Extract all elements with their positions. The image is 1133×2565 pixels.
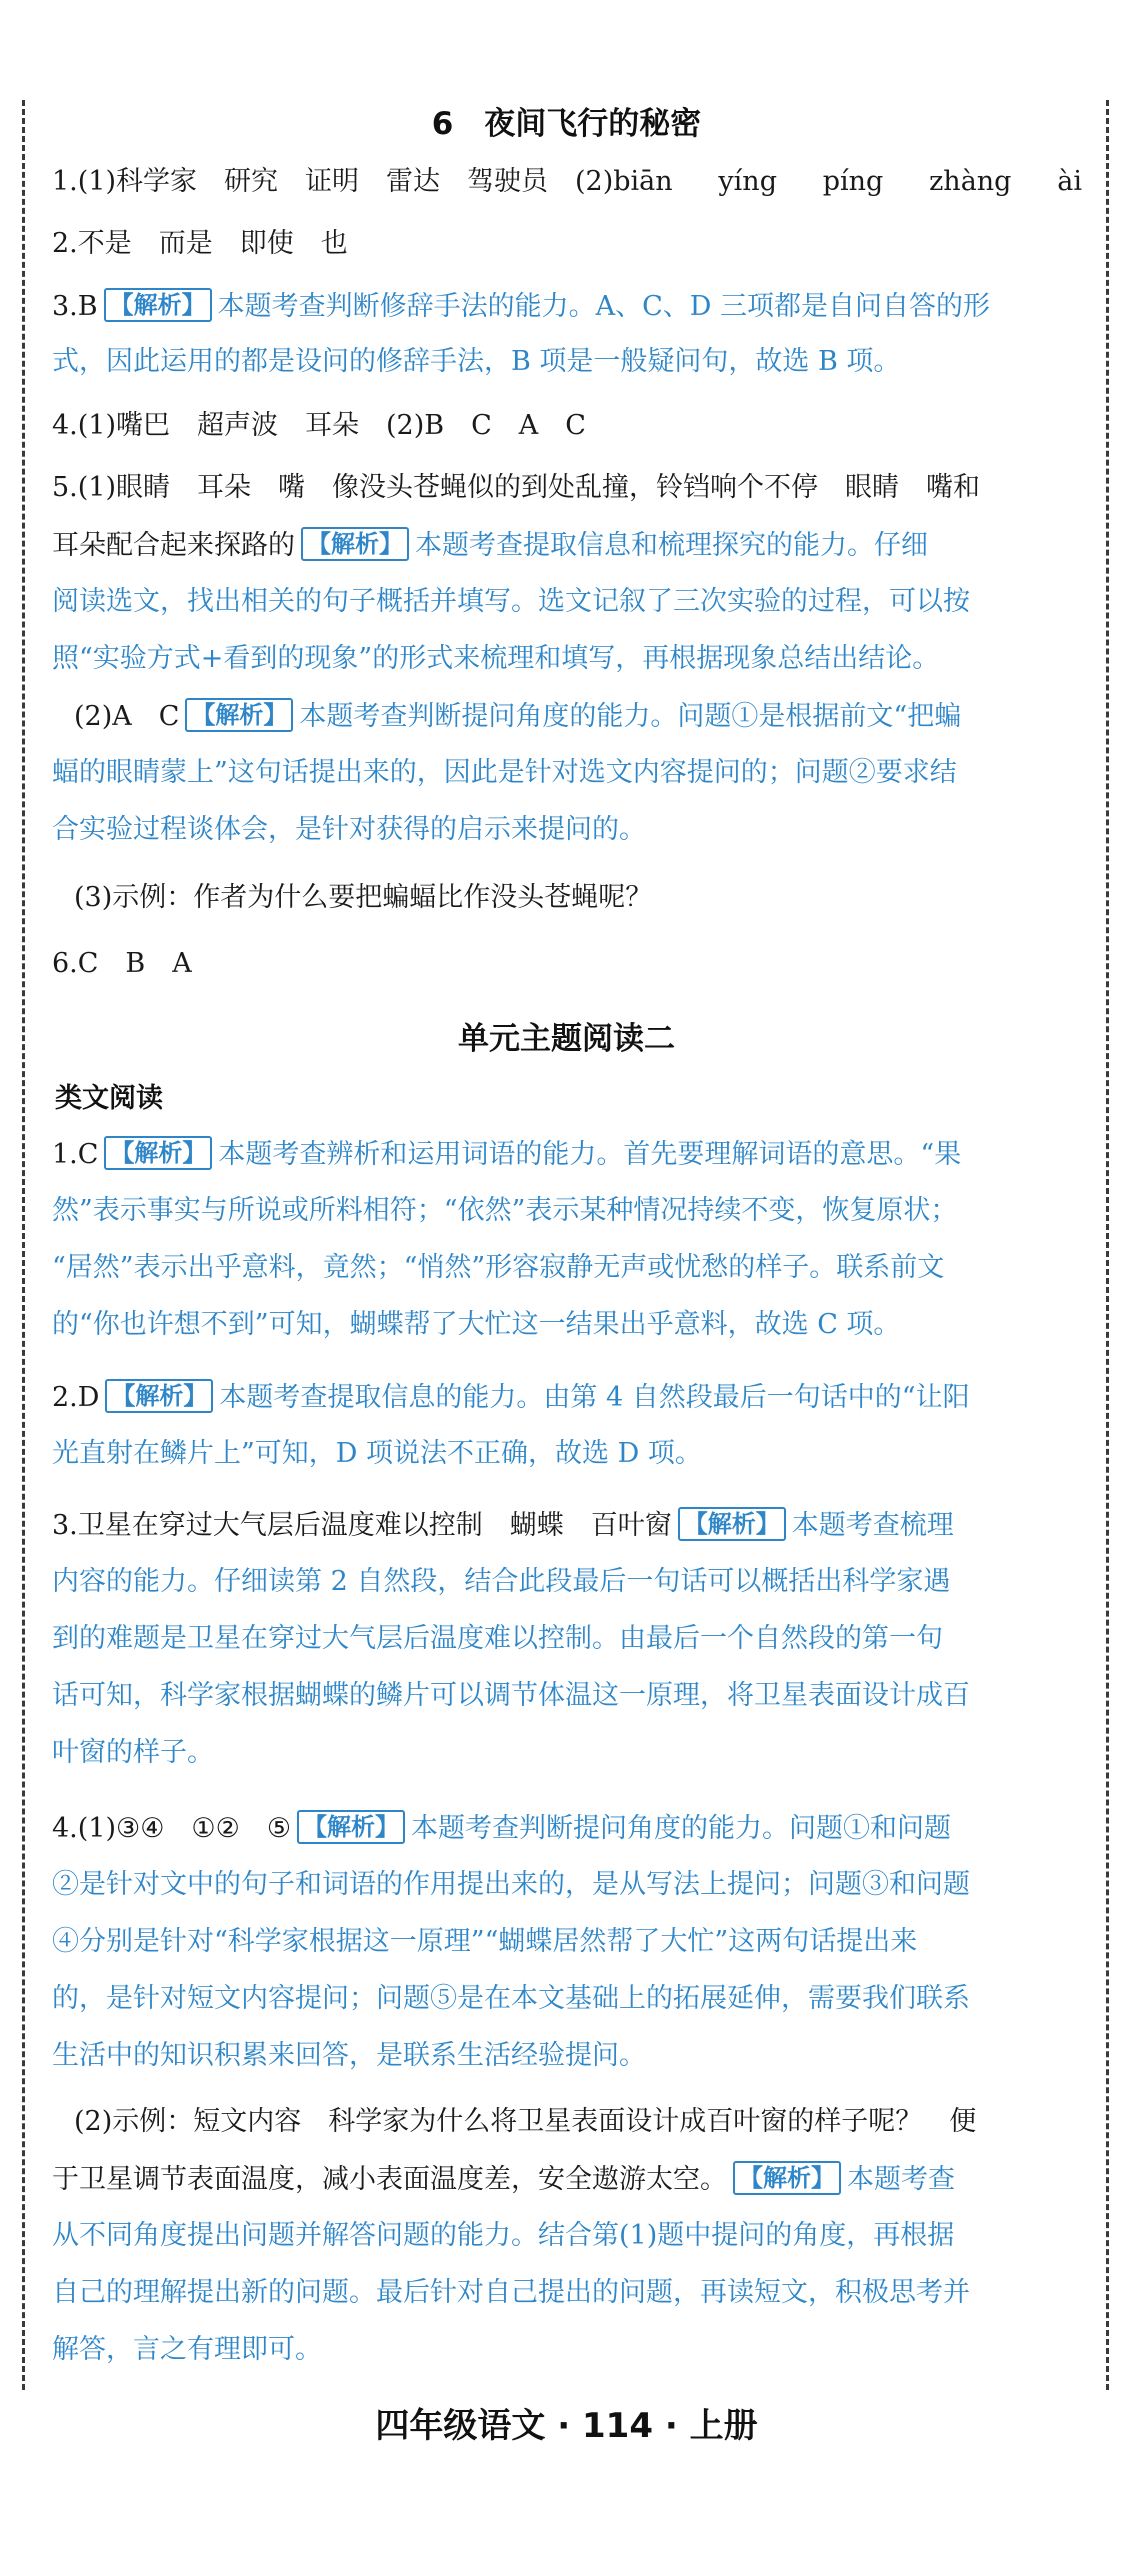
reading-answer-2-analysis: 光直射在鳞片上”可知，D 项说法不正确，故选 D 项。 <box>52 1438 702 1469</box>
reading-answer-4-2: (2)示例：短文内容 科学家为什么将卫星表面设计成百叶窗的样子呢？ 便 <box>74 2106 977 2137</box>
analysis-tag: 【解析】 <box>678 1507 786 1541</box>
reading-answer-1-analysis: 然”表示事实与所说或所料相符；“依然”表示某种情况持续不变，恢复原状； <box>52 1195 958 1226</box>
reading-answer-3-analysis: 到的难题是卫星在穿过大气层后温度难以控制。由最后一个自然段的第一句 <box>52 1623 943 1654</box>
reading-answer-4-2-cont: 于卫星调节表面温度，减小表面温度差，安全遨游太空。 【解析】 本题考查 <box>52 2161 1082 2201</box>
reading-answer-3-analysis: 叶窗的样子。 <box>52 1737 214 1768</box>
analysis-tag: 【解析】 <box>104 1136 212 1170</box>
reading-answer-4-analysis: 的，是针对短文内容提问；问题⑤是在本文基础上的拓展延伸，需要我们联系 <box>52 1983 970 2014</box>
reading-answer-4-analysis: 生活中的知识积累来回答，是联系生活经验提问。 <box>52 2040 646 2071</box>
answer-6: 6.C B A <box>52 948 192 979</box>
reading-answer-3-analysis: 话可知，科学家根据蝴蝶的鳞片可以调节体温这一原理，将卫星表面设计成百 <box>52 1680 970 1711</box>
answer-3-analysis: 式，因此运用的都是设问的修辞手法，B 项是一般疑问句，故选 B 项。 <box>52 346 901 377</box>
answer-4: 4.(1)嘴巴 超声波 耳朵 (2)B C A C <box>52 410 586 441</box>
page-footer: 四年级语文 · 114 · 上册 <box>375 2406 758 2446</box>
reading-answer-4-1: 4.(1)③④ ①② ⑤ 【解析】 本题考查判断提问角度的能力。问题①和问题 <box>52 1810 1082 1850</box>
analysis-tag: 【解析】 <box>733 2161 841 2195</box>
reading-answer-3: 3.卫星在穿过大气层后温度难以控制 蝴蝶 百叶窗 【解析】 本题考查梳理 <box>52 1507 1082 1547</box>
answer-5-2-analysis: 合实验过程谈体会，是针对获得的启示来提问的。 <box>52 814 646 845</box>
section-title-night-flight: 6 夜间飞行的秘密 <box>431 106 702 142</box>
reading-answer-2: 2.D 【解析】 本题考查提取信息的能力。由第 4 自然段最后一句话中的“让阳 <box>52 1379 1082 1419</box>
right-dashed-border <box>1106 100 1109 2390</box>
analysis-tag: 【解析】 <box>105 1379 213 1413</box>
subsection-title: 类文阅读 <box>55 1083 163 1114</box>
section-title-unit-reading: 单元主题阅读二 <box>458 1021 675 1057</box>
answer-5-2-analysis: 蝠的眼睛蒙上”这句话提出来的，因此是针对选文内容提问的；问题②要求结 <box>52 757 957 788</box>
reading-answer-4-2-analysis: 从不同角度提出问题并解答问题的能力。结合第(1)题中提问的角度，再根据 <box>52 2220 955 2251</box>
reading-answer-1-analysis: 的“你也许想不到”可知，蝴蝶帮了大忙这一结果出乎意料，故选 C 项。 <box>52 1309 901 1340</box>
reading-answer-4-analysis: ④分别是针对“科学家根据这一原理”“蝴蝶居然帮了大忙”这两句话提出来 <box>52 1926 918 1957</box>
analysis-tag: 【解析】 <box>104 288 212 322</box>
reading-answer-1-analysis: “居然”表示出乎意料，竟然；“悄然”形容寂静无声或忧愁的样子。联系前文 <box>52 1252 945 1283</box>
answer-5-1-cont: 耳朵配合起来探路的 【解析】 本题考查提取信息和梳理探究的能力。仔细 <box>52 527 1082 567</box>
reading-answer-4-2-analysis: 解答，言之有理即可。 <box>52 2334 322 2365</box>
answer-5-1: 5.(1)眼睛 耳朵 嘴 像没头苍蝇似的到处乱撞，铃铛响个不停 眼睛 嘴和 <box>52 472 981 503</box>
answer-5-2: (2)A C 【解析】 本题考查判断提问角度的能力。问题①是根据前文“把蝙 <box>74 698 1104 738</box>
analysis-tag: 【解析】 <box>301 527 409 561</box>
reading-answer-4-2-analysis: 自己的理解提出新的问题。最后针对自己提出的问题，再读短文，积极思考并 <box>52 2277 970 2308</box>
reading-answer-4-analysis: ②是针对文中的句子和词语的作用提出来的，是从写法上提问；问题③和问题 <box>52 1869 970 1900</box>
reading-answer-3-analysis: 内容的能力。仔细读第 2 自然段，结合此段最后一句话可以概括出科学家遇 <box>52 1566 951 1597</box>
reading-answer-1: 1.C 【解析】 本题考查辨析和运用词语的能力。首先要理解词语的意思。“果 <box>52 1136 1082 1176</box>
analysis-tag: 【解析】 <box>297 1810 405 1844</box>
answer-2: 2.不是 而是 即使 也 <box>52 228 348 259</box>
answer-5-analysis-line: 阅读选文，找出相关的句子概括并填写。选文记叙了三次实验的过程，可以按 <box>52 586 970 617</box>
answer-5-analysis-line: 照“实验方式+看到的现象”的形式来梳理和填写，再根据现象总结出结论。 <box>52 643 940 674</box>
answer-5-3: (3)示例：作者为什么要把蝙蝠比作没头苍蝇呢？ <box>74 882 653 913</box>
answer-3: 3.B 【解析】 本题考查判断修辞手法的能力。A、C、D 三项都是自问自答的形 <box>52 288 1082 328</box>
left-dashed-border <box>22 100 25 2390</box>
analysis-tag: 【解析】 <box>185 698 293 732</box>
answer-1: 1.(1)科学家 研究 证明 雷达 驾驶员 (2)biān yíng píng zhàng ài <box>52 166 1082 197</box>
